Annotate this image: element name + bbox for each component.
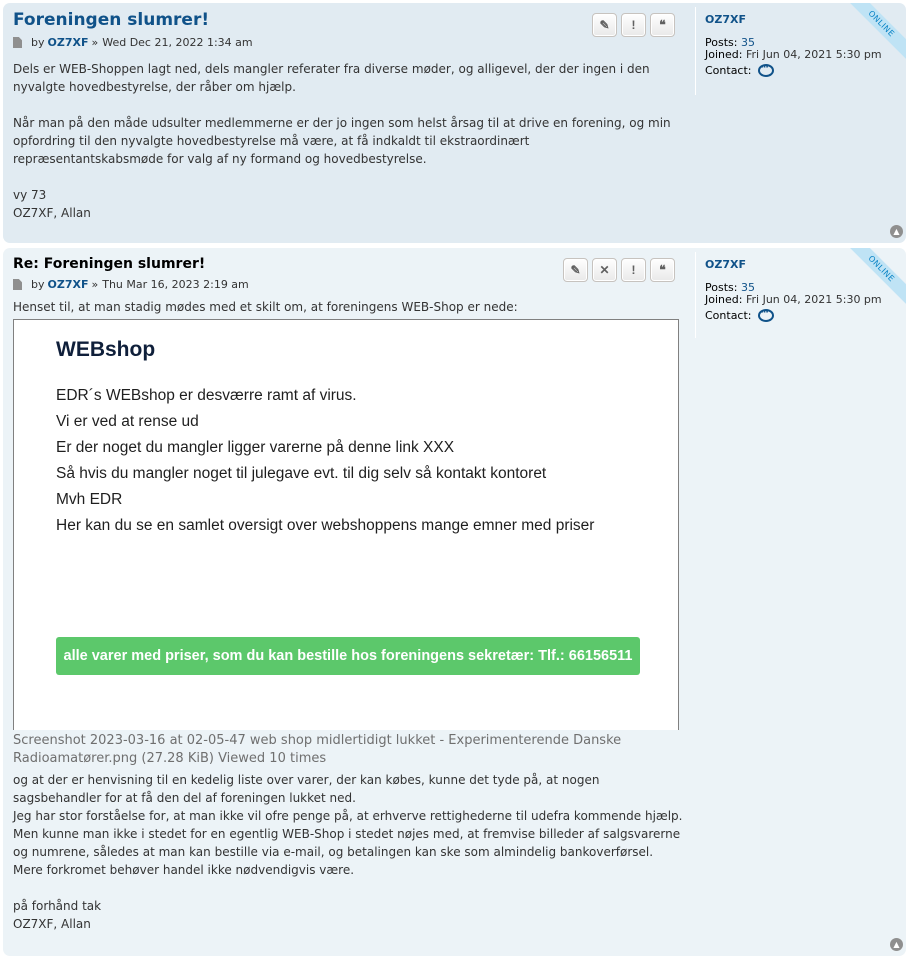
screenshot-line: Er der noget du mangler ligger varerne på denne link XXX [56,439,455,456]
spacer [13,96,683,114]
post-intro: Henset til, at man stadig mødes med et skilt om, at foreningens WEB-Shop er nede: [13,300,518,314]
report-button[interactable] [621,13,646,37]
by-label: by [31,278,45,291]
contact-label: Contact: [705,63,752,77]
quote-icon: ❝ [659,263,666,277]
contact-label: Contact: [705,308,752,322]
back-to-top-button[interactable] [890,225,903,238]
online-status: ONLINE [848,3,906,61]
profile-username[interactable]: OZ7XF [705,13,746,26]
screenshot-line: Vi er ved at rense ud [56,413,199,430]
separator: » [91,36,99,49]
post-2 [3,248,906,956]
posts-label: Posts: [705,36,738,49]
profile-contact [705,64,905,77]
separator: » [91,278,99,291]
online-ribbon [848,248,906,306]
post-buttons [592,13,675,37]
post-content [13,60,683,222]
post-content [13,771,683,933]
arrow-up-icon: ▲ [893,226,900,236]
delete-icon: ✕ [599,263,610,277]
signature-line: på forhånd tak [13,899,102,913]
post-icon[interactable] [13,279,22,290]
post-author-line [13,36,253,49]
post-title[interactable]: Re: Foreningen slumrer! [13,256,206,272]
exclamation-icon: ! [631,263,636,277]
signature-line: vy 73 [13,188,47,202]
by-label: by [31,36,45,49]
paragraph: Når man på den måde udsulter medlemmerne er der jo ingen som helst årsag til at drive en forening, og min opfordring til den nyvalgte hovedbestyrelse må være, at få indkaldt til ekstraordinært repræsentantskabsmøde for valg af ny formand og hovedbestyrelse. [13,116,671,166]
spacer [13,879,683,897]
joined-value: Fri Jun 04, 2021 5:30 pm [745,48,882,61]
author-link[interactable]: OZ7XF [47,36,89,49]
paragraph: og at der er henvisning til en kedelig liste over varer, der kan købes, kunne det tyde på, at nogen sagsbehandler for at få den del af foreningen lukket ned. [13,773,600,805]
author-link[interactable]: OZ7XF [47,278,89,291]
posts-count-link[interactable]: 35 [740,281,755,294]
paragraph: Dels er WEB-Shoppen lagt ned, dels mangler referater fra diverse møder, og alligevel, der der ingen i den nyvalgte hovedbestyrelse, der råber om hjælp. [13,62,650,94]
joined-label: Joined: [705,48,743,61]
screenshot-banner: alle varer med priser, som du kan bestille hos foreningens sekretær: Tlf.: 66156511 [56,637,640,675]
edit-button[interactable] [563,258,588,282]
quote-icon: ❝ [659,18,666,32]
exclamation-icon: ! [631,18,636,32]
post-title[interactable]: Foreningen slumrer! [13,10,210,30]
edit-button[interactable] [592,13,617,37]
attachment-image[interactable] [13,319,679,730]
screenshot-line: Så hvis du mangler noget til julegave evt. til dig selv så kontakt kontoret [56,465,547,482]
profile-username[interactable]: OZ7XF [705,258,746,271]
screenshot-heading: WEBshop [56,338,156,361]
quote-button[interactable] [650,258,675,282]
post-1 [3,3,906,243]
attachment-caption: Screenshot 2023-03-16 at 02-05-47 web shop midlertidigt lukket - Experimenterende Danske Radioamatører.png (27.28 KiB) Viewed 10 times [13,733,622,766]
post-date: Wed Dec 21, 2022 1:34 am [102,36,253,49]
screenshot-line: EDR´s WEBshop er desværre ramt af virus. [56,387,357,404]
posts-count-link[interactable]: 35 [740,36,755,49]
spacer [13,168,683,186]
delete-button[interactable] [592,258,617,282]
post-date: Thu Mar 16, 2023 2:19 am [102,278,249,291]
contact-bubble-icon[interactable] [758,64,774,77]
paragraph: Jeg har stor forståelse for, at man ikke vil ofre penge på, at erhverve rettighederne til udefra kommende hjælp. Men kunne man ikke i stedet for en egentlig WEB-Shop i stedet nøjes med, at fremvise billeder af salgsvarerne og numrene, således at man kan bestille via e-mail, og betalingen kan ske som almindelig bankoverførsel. Mere forkromet behøver handel ikke nødvendigvis være. [13,809,683,877]
pencil-icon: ✎ [570,263,581,277]
post-author-line [13,278,249,291]
screenshot-line: Her kan du se en samlet oversigt over webshoppens mange emner med priser [56,517,595,534]
pencil-icon: ✎ [599,18,610,32]
joined-value: Fri Jun 04, 2021 5:30 pm [745,293,882,306]
contact-bubble-icon[interactable] [758,309,774,322]
joined-label: Joined: [705,293,743,306]
profile-contact [705,309,905,322]
back-to-top-button[interactable] [890,938,903,951]
arrow-up-icon: ▲ [893,939,900,949]
post-buttons [563,258,675,282]
screenshot-line: Mvh EDR [56,491,123,508]
signature-line: OZ7XF, Allan [13,917,91,931]
post-icon[interactable] [13,37,22,48]
online-status: ONLINE [848,248,906,306]
online-ribbon [848,3,906,61]
quote-button[interactable] [650,13,675,37]
report-button[interactable] [621,258,646,282]
posts-label: Posts: [705,281,738,294]
signature-line: OZ7XF, Allan [13,206,91,220]
